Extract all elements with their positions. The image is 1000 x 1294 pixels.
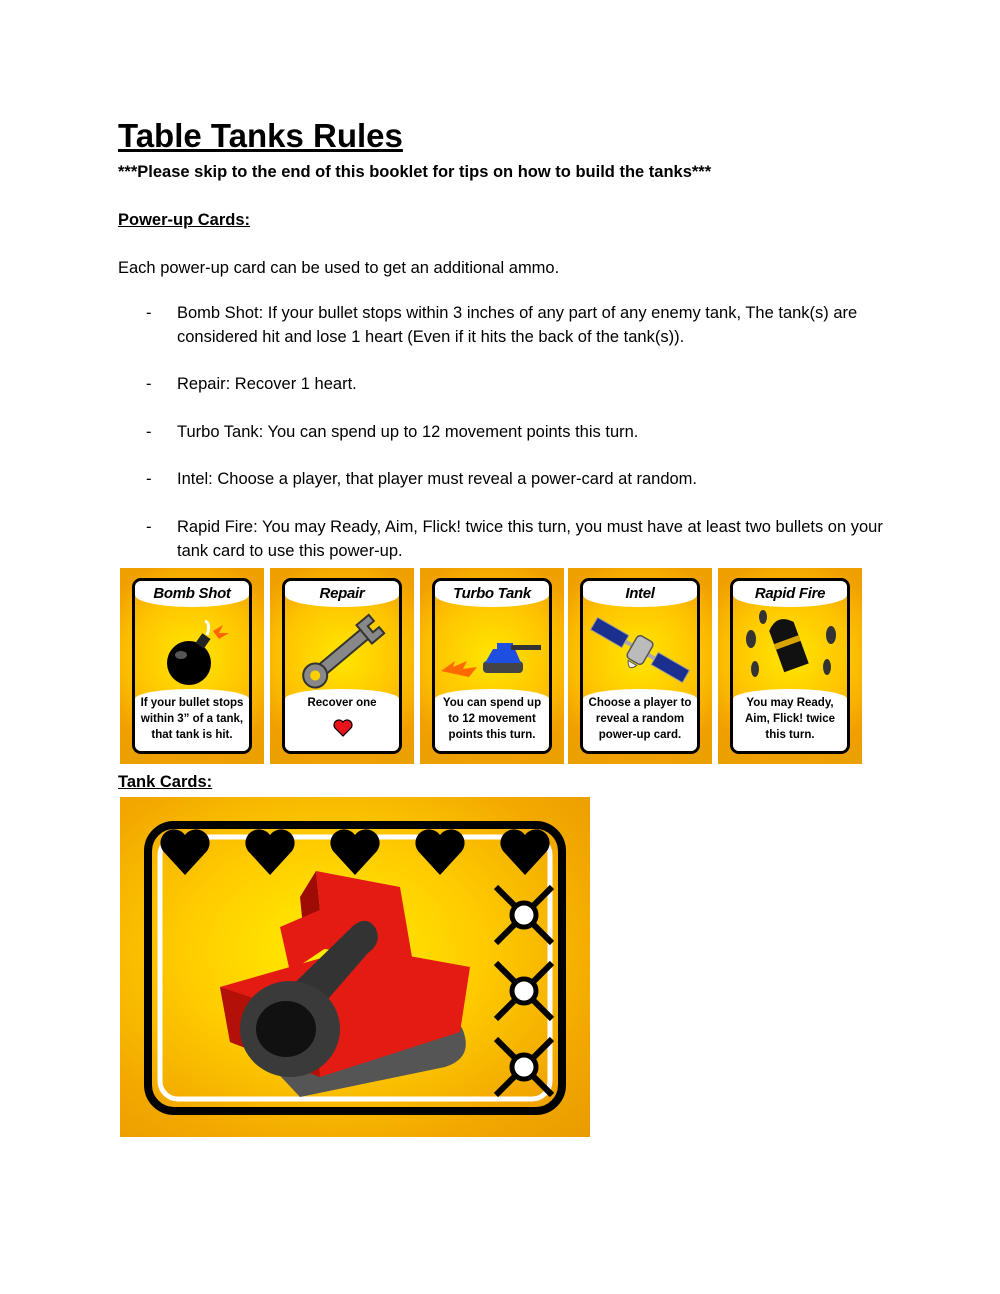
- card-description: Choose a player to reveal a random power-up card.: [588, 697, 692, 741]
- card-description-box: [285, 689, 399, 751]
- ammo-slot-icon: [496, 963, 552, 1019]
- card-frame: [282, 578, 402, 754]
- card-title: Bomb Shot: [153, 585, 231, 602]
- card-repair: [270, 568, 414, 764]
- heart-slot-icon: [245, 829, 294, 875]
- ammo-slots-column: [496, 887, 552, 1095]
- card-description: Recover one: [307, 697, 377, 709]
- powerup-cards-row: [120, 568, 865, 764]
- card-description-box: [435, 689, 549, 751]
- satellite-icon: [583, 605, 697, 695]
- list-dash: -: [146, 423, 152, 441]
- card-description: If your bullet stops within 3” of a tank, that tank is hit.: [140, 697, 244, 741]
- heart-slot-icon: [330, 829, 379, 875]
- card-turbo-tank: [420, 568, 564, 764]
- rule-text: Turbo Tank: You can spend up to 12 movement points this turn.: [177, 423, 639, 441]
- turbo-tank-icon: [435, 605, 549, 695]
- ammo-slot-icon: [496, 1039, 552, 1095]
- tank-card: [120, 797, 590, 1137]
- card-title: Rapid Fire: [754, 585, 826, 602]
- card-description-box: [135, 689, 249, 751]
- wrench-icon: [285, 605, 399, 695]
- rule-text: Rapid Fire: You may Ready, Aim, Flick! twice this turn, you must have at least two bullets on your tank card to use this power-up.: [177, 518, 883, 560]
- card-description: You can spend up to 12 movement points this turn.: [442, 697, 542, 741]
- card-description: You may Ready, Aim, Flick! twice this turn.: [744, 697, 836, 741]
- rule-text: Intel: Choose a player, that player must reveal a power-card at random.: [177, 470, 698, 488]
- list-dash: -: [146, 304, 152, 322]
- bomb-icon: [135, 605, 249, 695]
- powerup-intro: Each power-up card can be used to get an additional ammo.: [118, 259, 560, 277]
- card-bomb-shot: [120, 568, 264, 764]
- bullets-icon: [733, 605, 847, 695]
- heart-slot-icon: [160, 829, 209, 875]
- card-rapid-fire: [718, 568, 862, 764]
- card-description-box: [583, 689, 697, 751]
- rule-text: Repair: Recover 1 heart.: [177, 375, 357, 393]
- card-frame: [730, 578, 850, 754]
- red-tank-illustration: [220, 871, 470, 1097]
- card-frame: [132, 578, 252, 754]
- heart-slot-icon: [415, 829, 464, 875]
- card-frame: [580, 578, 700, 754]
- heart-slot-icon: [500, 829, 549, 875]
- list-dash: -: [146, 518, 152, 536]
- list-dash: -: [146, 375, 152, 393]
- build-tips-note: ***Please skip to the end of this booklet for tips on how to build the tanks***: [118, 163, 712, 181]
- heart-icon: [333, 719, 353, 737]
- card-title: Intel: [625, 585, 655, 602]
- tank-card-art: [120, 797, 590, 1137]
- powerup-heading: Power-up Cards:: [118, 211, 251, 229]
- ammo-slot-icon: [496, 887, 552, 943]
- card-frame: [432, 578, 552, 754]
- tank-cards-heading: Tank Cards:: [118, 773, 213, 791]
- card-intel: [568, 568, 712, 764]
- card-title: Repair: [319, 585, 365, 602]
- rule-text: Bomb Shot: If your bullet stops within 3 inches of any part of any enemy tank, The tank(s) are considered hit and lose 1 heart (Even if it hits the back of the tank(s)).: [177, 304, 858, 346]
- page-title: Table Tanks Rules: [118, 117, 403, 154]
- list-dash: -: [146, 470, 152, 488]
- card-description-box: [733, 689, 847, 751]
- card-title: Turbo Tank: [453, 585, 531, 602]
